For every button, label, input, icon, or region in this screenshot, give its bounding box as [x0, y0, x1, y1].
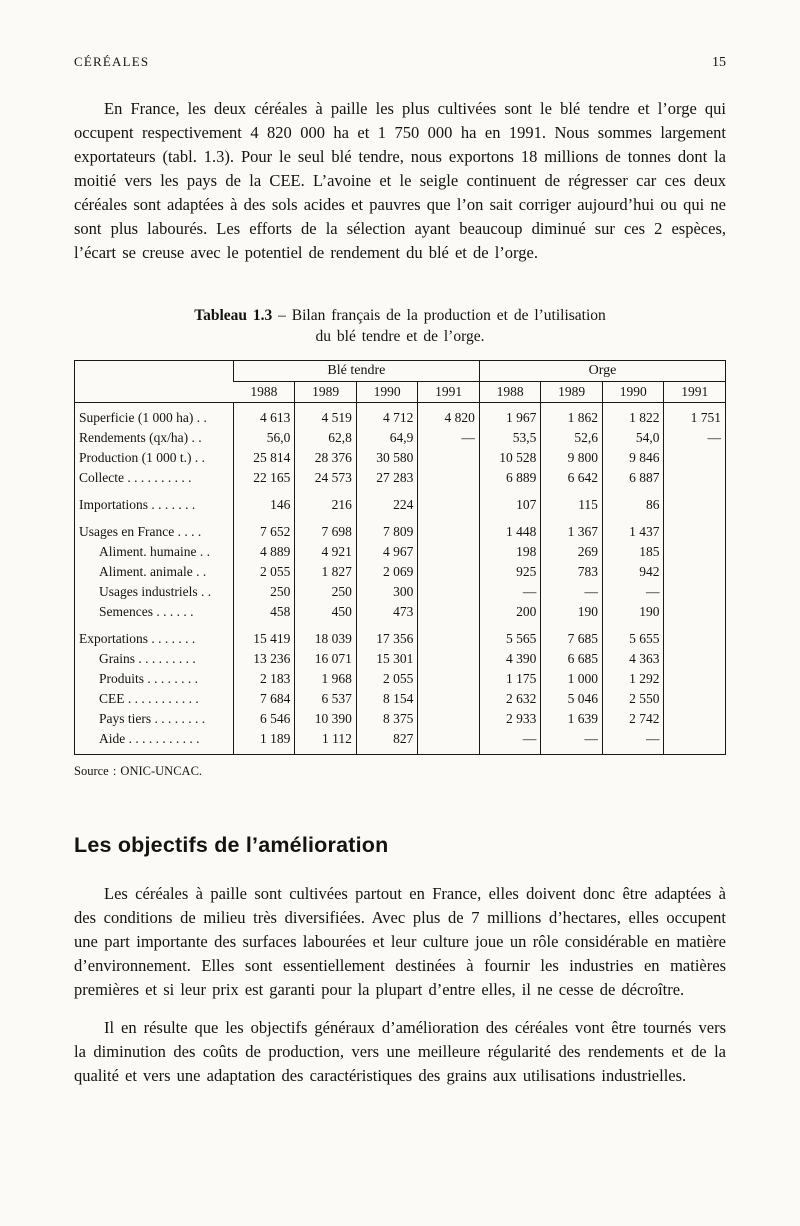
cell-value: 1 968: [295, 669, 357, 689]
cell-value: 2 933: [479, 709, 541, 729]
cell-value: 216: [295, 488, 357, 515]
cell-value: [664, 542, 726, 562]
cell-value: [664, 602, 726, 622]
cell-value: —: [541, 582, 603, 602]
row-label: Collecte . . . . . . . . . .: [79, 470, 192, 485]
cell-value: 6 887: [602, 468, 664, 488]
page-number: 15: [712, 55, 726, 70]
cell-value: [664, 649, 726, 669]
cell-value: 4 820: [418, 403, 480, 429]
row-label: Usages en France . . . .: [79, 524, 202, 539]
cell-value: [664, 729, 726, 755]
corner-cell: [75, 361, 234, 403]
cell-value: 1 175: [479, 669, 541, 689]
cell-value: 1 448: [479, 515, 541, 542]
cell-value: 27 283: [356, 468, 418, 488]
row-label: Pays tiers . . . . . . . .: [99, 711, 206, 726]
cell-value: 54,0: [602, 428, 664, 448]
year-header: 1990: [356, 382, 418, 403]
cell-value: 15 301: [356, 649, 418, 669]
table-caption-line2: du blé tendre et de l’orge.: [315, 328, 485, 345]
year-header: 1991: [418, 382, 480, 403]
cell-value: 4 390: [479, 649, 541, 669]
cell-value: 16 071: [295, 649, 357, 669]
cell-value: 1 967: [479, 403, 541, 429]
cell-value: 4 712: [356, 403, 418, 429]
cell-value: [664, 468, 726, 488]
cell-value: 107: [479, 488, 541, 515]
cell-value: [418, 448, 480, 468]
cell-value: 2 055: [233, 562, 295, 582]
table-row: [75, 689, 726, 709]
row-label: Importations . . . . . . .: [79, 497, 196, 512]
cell-value: 4 921: [295, 542, 357, 562]
cell-value: 9 800: [541, 448, 603, 468]
cell-value: 6 546: [233, 709, 295, 729]
cell-value: 25 814: [233, 448, 295, 468]
year-header: 1990: [602, 382, 664, 403]
row-label: Superficie (1 000 ha) . .: [79, 410, 207, 425]
cell-value: 2 183: [233, 669, 295, 689]
body-paragraph-1: Les céréales à paille sont cultivées partout en France, elles doivent donc être adaptées à des conditions de milieu très diversifiées. Avec plus de 7 millions d’hectares, elles occupent une part importante des surfaces labourées et leur culture joue un rôle considérable en matière d’environnement. Elles sont essentiellement destinées à fournir les industries en matières premières et si leur prix est garanti pour la plupart d’entre elles, il ne cesse de décroître.: [74, 884, 726, 999]
row-label: Exportations . . . . . . .: [79, 631, 196, 646]
cell-value: [664, 488, 726, 515]
cell-value: 6 685: [541, 649, 603, 669]
table-row: [75, 562, 726, 582]
cell-value: 64,9: [356, 428, 418, 448]
table-source: Source : ONIC-UNCAC.: [74, 764, 203, 778]
row-label: Semences . . . . . .: [99, 604, 194, 619]
cell-value: 2 069: [356, 562, 418, 582]
cell-value: 24 573: [295, 468, 357, 488]
cell-value: 56,0: [233, 428, 295, 448]
row-label: CEE . . . . . . . . . . .: [99, 691, 199, 706]
table-row: [75, 582, 726, 602]
intro-paragraph: En France, les deux céréales à paille les plus cultivées sont le blé tendre et l’orge qui occupent respectivement 4 820 000 ha et 1 750 000 ha en 1991. Nous sommes largement exportateurs (tabl. 1.3). Pour le seul blé tendre, nous exportons 18 millions de tonnes dont la moitié vers les pays de la CEE. L’avoine et le seigle continuent de régresser car ces deux céréales sont adaptées à des sols acides et pauvres que l’on sait corriger aujourd’hui ou qui ne sont plus labourés. Les efforts de la sélection ayant beaucoup diminué sur ces 2 espèces, l’écart se creuse avec le potentiel de rendement du blé et de l’orge.: [74, 99, 726, 262]
cell-value: 22 165: [233, 468, 295, 488]
year-header: 1991: [664, 382, 726, 403]
table-row: [75, 622, 726, 649]
year-header: 1988: [233, 382, 295, 403]
cell-value: 6 642: [541, 468, 603, 488]
row-label: Grains . . . . . . . . .: [99, 651, 196, 666]
cell-value: 4 519: [295, 403, 357, 429]
running-header-title: CÉRÉALES: [74, 54, 150, 69]
cell-value: [418, 582, 480, 602]
year-header: 1989: [295, 382, 357, 403]
cell-value: 146: [233, 488, 295, 515]
cell-value: 7 652: [233, 515, 295, 542]
cell-value: 1 827: [295, 562, 357, 582]
section-heading: Les objectifs de l’amélioration: [74, 833, 389, 857]
cell-value: 450: [295, 602, 357, 622]
cell-value: 17 356: [356, 622, 418, 649]
cell-value: 4 889: [233, 542, 295, 562]
body-paragraph-2: Il en résulte que les objectifs généraux d’amélioration des céréales vont être tournés vers la diminution des coûts de production, vers une meilleure régularité des rendements et de la qualité et vers une adaptation des caractéristiques des grains aux utilisations industrielles.: [74, 1018, 726, 1085]
cell-value: [664, 709, 726, 729]
cell-value: 269: [541, 542, 603, 562]
cell-value: 827: [356, 729, 418, 755]
row-label: Produits . . . . . . . .: [99, 671, 199, 686]
cell-value: 473: [356, 602, 418, 622]
cell-value: 2 742: [602, 709, 664, 729]
cell-value: 6 537: [295, 689, 357, 709]
cell-value: 200: [479, 602, 541, 622]
cell-value: 2 055: [356, 669, 418, 689]
cell-value: 1 639: [541, 709, 603, 729]
table-row: [75, 428, 726, 448]
cell-value: —: [664, 428, 726, 448]
cell-value: 942: [602, 562, 664, 582]
table-row: [75, 729, 726, 755]
cell-value: [664, 669, 726, 689]
cell-value: 4 363: [602, 649, 664, 669]
cell-value: —: [418, 428, 480, 448]
data-table: [74, 360, 726, 755]
cell-value: 8 154: [356, 689, 418, 709]
row-label: Production (1 000 t.) . .: [79, 450, 205, 465]
cell-value: 1 112: [295, 729, 357, 755]
row-label: Rendements (qx/ha) . .: [79, 430, 202, 445]
cell-value: 1 367: [541, 515, 603, 542]
cell-value: 13 236: [233, 649, 295, 669]
cell-value: 190: [602, 602, 664, 622]
table-row: [75, 488, 726, 515]
cell-value: 52,6: [541, 428, 603, 448]
cell-value: 2 550: [602, 689, 664, 709]
cell-value: 224: [356, 488, 418, 515]
cell-value: 300: [356, 582, 418, 602]
cell-value: 53,5: [479, 428, 541, 448]
year-header: 1988: [479, 382, 541, 403]
cell-value: 62,8: [295, 428, 357, 448]
cell-value: [418, 622, 480, 649]
cell-value: [418, 602, 480, 622]
cell-value: [418, 689, 480, 709]
row-label: Aide . . . . . . . . . . .: [99, 731, 200, 746]
cell-value: 4 613: [233, 403, 295, 429]
cell-value: 1 822: [602, 403, 664, 429]
cell-value: [664, 448, 726, 468]
cell-value: —: [479, 729, 541, 755]
cell-value: 30 580: [356, 448, 418, 468]
cell-value: 6 889: [479, 468, 541, 488]
cell-value: 1 000: [541, 669, 603, 689]
cell-value: 198: [479, 542, 541, 562]
cell-value: [664, 622, 726, 649]
cell-value: [418, 562, 480, 582]
running-header: [74, 54, 726, 71]
cell-value: 250: [295, 582, 357, 602]
table-caption-line1: [74, 305, 726, 326]
cell-value: [664, 562, 726, 582]
row-label: Usages industriels . .: [99, 584, 212, 599]
cell-value: 18 039: [295, 622, 357, 649]
cell-value: 5 565: [479, 622, 541, 649]
cell-value: [418, 488, 480, 515]
cell-value: 1 189: [233, 729, 295, 755]
table-row: [75, 403, 726, 429]
table-caption: [74, 305, 726, 347]
cell-value: 7 698: [295, 515, 357, 542]
cell-value: [418, 709, 480, 729]
cell-value: 458: [233, 602, 295, 622]
group-header-row: [75, 361, 726, 382]
cell-value: —: [541, 729, 603, 755]
cell-value: 1 862: [541, 403, 603, 429]
group-header-ble-tendre: Blé tendre: [233, 361, 479, 382]
cell-value: 7 684: [233, 689, 295, 709]
table-row: [75, 709, 726, 729]
cell-value: —: [602, 582, 664, 602]
cell-value: 1 751: [664, 403, 726, 429]
cell-value: —: [479, 582, 541, 602]
cell-value: [664, 582, 726, 602]
cell-value: 5 655: [602, 622, 664, 649]
cell-value: 2 632: [479, 689, 541, 709]
table-row: [75, 669, 726, 689]
cell-value: 5 046: [541, 689, 603, 709]
cell-value: 7 809: [356, 515, 418, 542]
cell-value: —: [602, 729, 664, 755]
cell-value: 1 437: [602, 515, 664, 542]
table-row: [75, 649, 726, 669]
table-row: [75, 468, 726, 488]
cell-value: 250: [233, 582, 295, 602]
cell-value: 7 685: [541, 622, 603, 649]
cell-value: 190: [541, 602, 603, 622]
cell-value: 925: [479, 562, 541, 582]
table-row: [75, 515, 726, 542]
cell-value: 28 376: [295, 448, 357, 468]
year-header: 1989: [541, 382, 603, 403]
cell-value: 115: [541, 488, 603, 515]
cell-value: 8 375: [356, 709, 418, 729]
table-row: [75, 542, 726, 562]
table-body: [75, 403, 726, 755]
cell-value: [418, 468, 480, 488]
table-row: [75, 448, 726, 468]
cell-value: 4 967: [356, 542, 418, 562]
table-caption-number: Tableau 1.3: [194, 307, 273, 324]
cell-value: [418, 669, 480, 689]
table-row: [75, 602, 726, 622]
cell-value: [418, 515, 480, 542]
cell-value: 1 292: [602, 669, 664, 689]
group-header-orge: Orge: [479, 361, 725, 382]
cell-value: 10 390: [295, 709, 357, 729]
table-caption-text: – Bilan français de la production et de l’utilisation: [272, 307, 606, 324]
row-label: Aliment. humaine . .: [99, 544, 210, 559]
row-label: Aliment. animale . .: [99, 564, 207, 579]
cell-value: [418, 542, 480, 562]
cell-value: 185: [602, 542, 664, 562]
cell-value: 10 528: [479, 448, 541, 468]
cell-value: 86: [602, 488, 664, 515]
cell-value: 9 846: [602, 448, 664, 468]
cell-value: [664, 515, 726, 542]
cell-value: [418, 729, 480, 755]
cell-value: 15 419: [233, 622, 295, 649]
cell-value: [664, 689, 726, 709]
cell-value: [418, 649, 480, 669]
cell-value: 783: [541, 562, 603, 582]
